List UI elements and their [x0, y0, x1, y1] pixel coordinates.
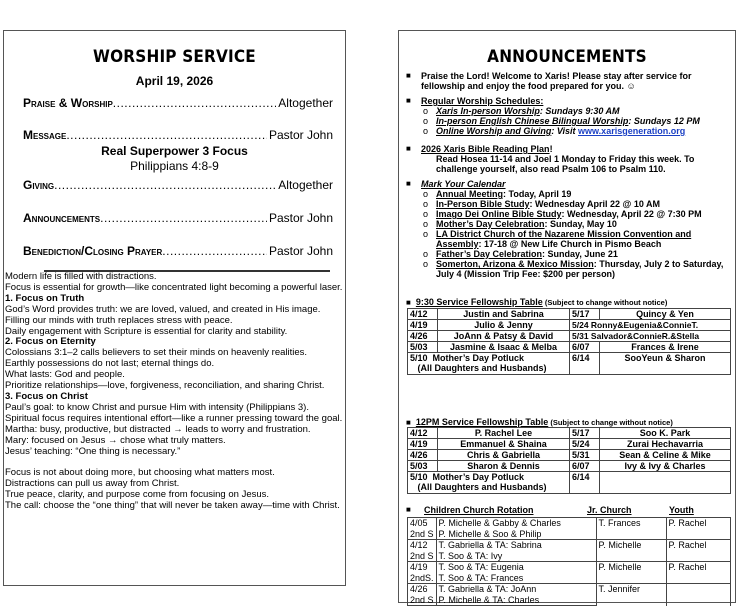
host-cell: Ivy & Ivy & Charles — [600, 461, 731, 472]
teacher-cell: P. Michelle & TA: Charles — [436, 595, 596, 606]
leader-dots — [54, 178, 276, 192]
bible-reading-item — [406, 144, 731, 174]
square-bullet-icon: ■ — [406, 71, 411, 80]
note-line: Spiritual focus requires intentional effort—like a runner pressing toward the goal. — [5, 412, 343, 424]
jr-church-cell: T. Frances — [596, 518, 666, 540]
potluck-cell — [408, 472, 570, 494]
table-row — [408, 461, 731, 472]
point-heading: 2. Focus on Eternity — [5, 336, 96, 348]
table-row — [408, 331, 731, 342]
host-cell: Soo K. Park — [600, 428, 731, 439]
schedule-label: Xaris In-person Worship — [436, 106, 540, 116]
welcome-item — [406, 71, 731, 91]
point-heading: 3. Focus on Christ — [5, 390, 88, 402]
note-line: Martha: busy, productive, but distracted → leads to worry and frustration. — [5, 423, 311, 435]
leader-dots — [113, 96, 277, 110]
table-row — [408, 353, 731, 375]
note-line: Colossians 3:1–2 calls believers to set their minds on heavenly realities. — [5, 347, 308, 359]
note-line: Paul’s goal: to know Christ and pursue Him with intensity (Philippians 3). — [5, 401, 309, 413]
announcements-panel — [398, 30, 736, 603]
note-line: Jesus’ teaching: “One thing is necessary.” — [5, 445, 181, 457]
order-benediction — [23, 244, 333, 258]
event-value: : Wednesday, April 22 @ 7:30 PM — [561, 209, 702, 219]
host-name: Mother’s Day Potluck — [432, 472, 525, 482]
note-line: God’s Word provides truth: we are loved, valued, and created in His image. — [5, 303, 321, 315]
calendar-heading: Mark Your Calendar — [421, 179, 506, 189]
table-row — [408, 472, 731, 494]
event-value: : Today, April 19 — [503, 189, 572, 199]
jr-church-heading: Jr. Church — [587, 505, 632, 515]
circle-bullet-icon: o — [423, 259, 429, 269]
schedule-value: : Sundays 12 PM — [628, 116, 700, 126]
teacher-cell: P. Michelle & Soo & Philip — [436, 529, 596, 540]
youth-cell: P. Rachel — [666, 518, 730, 540]
note-line: Filling our minds with truth replaces stress with peace. — [5, 314, 233, 326]
date-cell: 4/26 — [408, 584, 437, 595]
note-line: What lasts: God and people. — [5, 369, 125, 381]
date-cell: 4/12 — [408, 428, 438, 439]
event-label: LA District Church of the Nazarene Mission Convention and Assembly — [436, 229, 692, 249]
note-line: Focus is not about doing more, but choosing what matters most. — [5, 467, 275, 479]
teacher-cell: T. Soo & TA: Eugenia — [436, 562, 596, 573]
host-cell — [600, 472, 731, 494]
table-row — [408, 584, 731, 595]
fellowship-12-table — [407, 427, 731, 494]
table-row — [408, 439, 731, 450]
leader-dots — [100, 211, 267, 225]
reading-plan-heading: 2026 Xaris Bible Reading Plan — [421, 144, 550, 154]
potluck-cell — [408, 353, 570, 375]
order-label: Announcements — [23, 211, 101, 225]
date-cell: 4/19 — [408, 320, 438, 331]
note-line: Prioritize relationships—love, forgiveness, reconciliation, and sharing Christ. — [5, 380, 325, 392]
date-cell: 6/14 — [570, 472, 600, 494]
schedule-value: : Sundays 9:30 AM — [539, 106, 620, 116]
point-heading: 1. Focus on Truth — [5, 292, 85, 304]
fellowship-930-note: (Subject to change without notice) — [542, 298, 668, 307]
ccr-title: Children Church Rotation — [424, 505, 534, 515]
host-cell: P. Rachel Lee — [438, 428, 570, 439]
date-cell: 5/17 — [570, 309, 600, 320]
youth-cell: P. Rachel — [666, 562, 730, 584]
order-label: Giving — [23, 178, 55, 192]
note-line: Mary: focused on Jesus → chose what truly matters. — [5, 434, 226, 446]
order-giving — [23, 178, 333, 192]
event-value: : Sunday, May 10 — [544, 219, 617, 229]
date-cell: 5/17 — [570, 428, 600, 439]
youth-cell: P. Rachel — [666, 540, 730, 562]
circle-bullet-icon: o — [423, 249, 429, 259]
square-bullet-icon: ■ — [406, 298, 411, 307]
jr-church-cell: P. Michelle — [596, 540, 666, 562]
leader-dots — [162, 244, 267, 258]
circle-bullet-icon: o — [423, 126, 429, 136]
date-cell: 4/05 — [408, 518, 437, 529]
table-row — [408, 450, 731, 461]
circle-bullet-icon: o — [423, 116, 429, 126]
note-line: Focus is essential for growth—like concentrated light becoming a powerful laser. — [5, 281, 343, 293]
date-cell: 5/10 — [410, 472, 428, 482]
event-value: : Wednesday April 22 @ 10 AM — [529, 199, 660, 209]
children-church-heading — [406, 505, 731, 515]
host-cell: Chris & Gabriella — [438, 450, 570, 461]
fellowship-12-title: 12PM Service Fellowship Table — [415, 417, 549, 427]
event-value: : Thursday, July 2 to Saturday, July 4 (Mission Trip Fee: $200 per person) — [436, 259, 724, 279]
note-line: Modern life is filled with distractions. — [5, 271, 157, 282]
fellowship-12-note: (Subject to change without notice) — [548, 418, 673, 427]
event-label: Father’s Day Celebration — [436, 249, 543, 259]
schedule-label: Online Worship and Giving — [436, 126, 552, 136]
square-bullet-icon: ■ — [406, 418, 411, 427]
host-cell: Zurai Hechavarria — [600, 439, 731, 450]
regular-schedules-item — [406, 96, 731, 136]
order-value: Altogether — [278, 96, 333, 110]
host-cell: Sharon & Dennis — [438, 461, 570, 472]
order-praise-worship — [23, 96, 333, 110]
fellowship-930-heading — [406, 297, 731, 307]
host-cell: Emmanuel & Shaina — [438, 439, 570, 450]
worship-title: WORSHIP SERVICE — [93, 47, 256, 67]
event-label: Annual Meeting — [436, 189, 503, 199]
circle-bullet-icon: o — [423, 189, 429, 199]
order-announcements — [23, 211, 333, 225]
host-cell: Jasmine & Isaac & Melba — [438, 342, 570, 353]
circle-bullet-icon: o — [423, 209, 429, 219]
table-row — [408, 540, 731, 551]
teacher-cell: T. Gabriella & TA: JoAnn — [436, 584, 596, 595]
event-value: : Sunday, June 21 — [542, 249, 618, 259]
youth-heading: Youth — [669, 505, 694, 515]
reading-plan-text: Read Hosea 11-14 and Joel 1 Monday to Friday this week. To challenge yourself, also read Psalm 106 to Psalm 110. — [436, 154, 695, 174]
youth-cell — [666, 584, 730, 606]
date-cell: 2nd S — [408, 529, 437, 540]
website-link[interactable]: www.xarisgeneration.org — [578, 126, 686, 136]
host-cell: JoAnn & Patsy & David — [438, 331, 570, 342]
table-row — [408, 342, 731, 353]
order-label: Benediction/Closing Prayer — [23, 244, 163, 258]
order-label: Praise & Worship — [23, 96, 113, 110]
welcome-text: Praise the Lord! Welcome to Xaris! Please stay after service for fellowship and enjoy the food prepared for you. ☺ — [421, 71, 692, 91]
circle-bullet-icon: o — [423, 199, 429, 209]
event-value: : 17-18 @ New Life Church in Pismo Beach — [478, 239, 662, 249]
date-cell: 6/07 — [570, 342, 600, 353]
square-bullet-icon: ■ — [406, 179, 411, 188]
date-cell: 4/19 — [408, 439, 438, 450]
note-line: Earthly possessions do not last; eternal things do. — [5, 358, 215, 370]
date-cell: 5/31 — [570, 450, 600, 461]
table-row — [408, 428, 731, 439]
note-line: Daily engagement with Scripture is essential for clarity and stability. — [5, 325, 288, 337]
potluck-note: (All Daughters and Husbands) — [417, 482, 547, 492]
host-name: Mother’s Day Potluck — [432, 353, 525, 363]
note-line: Distractions can pull us away from Christ. — [5, 478, 180, 490]
host-cell — [570, 320, 731, 331]
announcements-title: ANNOUNCEMENTS — [487, 47, 647, 67]
table-row — [408, 309, 731, 320]
square-bullet-icon: ■ — [406, 505, 411, 514]
table-row — [408, 320, 731, 331]
host-cell — [570, 331, 731, 342]
reading-plan-heading-end: ! — [549, 144, 553, 154]
jr-church-cell: P. Michelle — [596, 562, 666, 584]
circle-bullet-icon: o — [423, 106, 429, 116]
date-cell: 5/03 — [408, 342, 438, 353]
host-cell: Quincy & Yen — [600, 309, 731, 320]
host-name: Salvador&ConnieR.&Stella — [590, 331, 700, 341]
host-cell: Julio & Jenny — [438, 320, 570, 331]
order-value: Pastor John — [268, 128, 333, 142]
table-row — [408, 562, 731, 573]
date-cell: 4/26 — [408, 331, 438, 342]
children-church-table — [407, 517, 731, 606]
order-value: Pastor John — [268, 211, 333, 225]
date-cell: 2nd S — [408, 551, 437, 562]
date-cell: 5/31 — [572, 331, 589, 341]
sermon-notes — [5, 272, 345, 512]
date-cell: 5/24 — [570, 439, 600, 450]
table-row — [408, 518, 731, 529]
schedule-label: In-person English Chinese Bilingual Worship — [436, 116, 629, 126]
host-cell: Sean & Celine & Mike — [600, 450, 731, 461]
teacher-cell: P. Michelle & Gabby & Charles — [436, 518, 596, 529]
fellowship-930-title: 9:30 Service Fellowship Table — [415, 297, 543, 307]
date-cell: 6/14 — [570, 353, 600, 375]
leader-dots — [66, 128, 267, 142]
teacher-cell: T. Gabriella & TA: Sabrina — [436, 540, 596, 551]
order-message — [23, 128, 333, 142]
teacher-cell: T. Soo & TA: Ivy — [436, 551, 596, 562]
jr-church-cell: T. Jennifer — [596, 584, 666, 606]
host-cell: SooYeun & Sharon — [600, 353, 731, 375]
worship-service-panel — [3, 30, 346, 586]
order-label: Message — [23, 128, 67, 142]
order-value: Pastor John — [268, 244, 333, 258]
date-cell: 4/19 — [408, 562, 437, 573]
host-cell: Frances & Irene — [600, 342, 731, 353]
teacher-cell: T. Soo & TA: Frances — [436, 573, 596, 584]
circle-bullet-icon: o — [423, 229, 429, 239]
note-line: True peace, clarity, and purpose come from focusing on Jesus. — [5, 489, 270, 501]
date-cell: 5/24 — [572, 320, 589, 330]
date-cell: 2ndS. — [408, 573, 437, 584]
square-bullet-icon: ■ — [406, 144, 411, 153]
service-date: April 19, 2026 — [135, 74, 214, 88]
fellowship-930-table — [407, 308, 731, 375]
circle-bullet-icon: o — [423, 219, 429, 229]
event-label: Mother’s Day Celebration — [436, 219, 545, 229]
event-label: Somerton, Arizona & Mexico Mission — [436, 259, 594, 269]
date-cell: 5/10 — [410, 353, 428, 363]
date-cell: 6/07 — [570, 461, 600, 472]
note-line: The call: choose the “one thing” that will never be taken away—time with Christ. — [5, 500, 340, 512]
host-name: Ronny&Eugenia&ConnieT. — [590, 320, 699, 330]
sermon-title: Real Superpower 3 Focus — [101, 144, 248, 158]
date-cell: 5/03 — [408, 461, 438, 472]
date-cell: 4/26 — [408, 450, 438, 461]
potluck-note: (All Daughters and Husbands) — [417, 363, 547, 373]
event-label: Imago Dei Online Bible Study — [436, 209, 562, 219]
square-bullet-icon: ■ — [406, 96, 411, 105]
date-cell: 2nd S — [408, 595, 437, 606]
calendar-item — [406, 179, 731, 279]
date-cell: 4/12 — [408, 309, 438, 320]
date-cell: 4/12 — [408, 540, 437, 551]
regular-schedules-heading: Regular Worship Schedules: — [421, 96, 544, 106]
host-cell: Justin and Sabrina — [438, 309, 570, 320]
event-label: In-Person Bible Study — [436, 199, 530, 209]
fellowship-12-heading — [406, 417, 731, 427]
schedule-value: : Visit — [551, 126, 579, 136]
sermon-reference: Philippians 4:8-9 — [130, 159, 219, 173]
order-value: Altogether — [278, 178, 333, 192]
